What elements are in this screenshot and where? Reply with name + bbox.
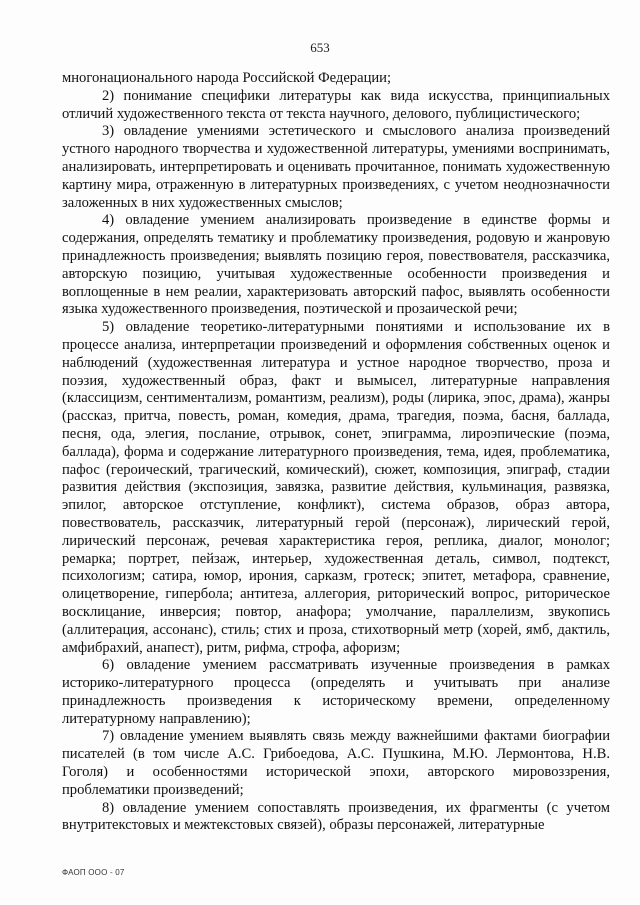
paragraph-item-8: 8) овладение умением сопоставлять произведения, их фрагменты (с учетом внутритекстовых и межтекстовых связей), образы персонажей, литературные	[62, 799, 610, 834]
paragraph-item-4: 4) овладение умением анализировать произведение в единстве формы и содержания, определять тематику и проблематику произведения, родовую и жанровую принадлежность произведения; выявлять позицию героя, повествователя, рассказчика, авторскую позицию, учитывая художественные особенности произведения и воплощенные в нем реалии, характеризовать авторский пафос, выявлять особенности языка художественного произведения, поэтической и прозаической речи;	[62, 212, 610, 318]
paragraph-continuation: многонационального народа Российской Федерации;	[62, 70, 392, 86]
paragraph-item-3: 3) овладение умениями эстетического и смыслового анализа произведений устного народного творчества и художественной литературы, умениями воспринимать, анализировать, интерпретировать и оценивать прочитанное, понимать художественную картину мира, отраженную в литературных произведениях, с учетом неоднозначности заложенных в них художественных смыслов;	[62, 123, 610, 211]
document-body	[62, 70, 610, 835]
paragraph-item-2: 2) понимание специфики литературы как вида искусства, принципиальных отличий художественного текста от текста научного, делового, публицистического;	[62, 87, 610, 122]
page-footer: ФАОП ООО - 07	[62, 868, 125, 877]
paragraph-item-7: 7) овладение умением выявлять связь между важнейшими фактами биографии писателей (в том числе А.С. Грибоедова, А.С. Пушкина, М.Ю. Лермонтова, Н.В. Гоголя) и особенностями исторической эпохи, авторского мировоззрения, проблематики произведений;	[62, 728, 610, 798]
paragraph-item-6: 6) овладение умением рассматривать изученные произведения в рамках историко-литературного процесса (определять и учитывать при анализе принадлежность произведения к историческому времени, определенному литературному направлению);	[62, 657, 610, 727]
paragraph-item-5: 5) овладение теоретико-литературными понятиями и использование их в процессе анализа, интерпретации произведений и оформления собственных оценок и наблюдений (художественная литература и устное народное творчество, проза и поэзия, художественный образ, факт и вымысел, литературные направления (классицизм, сентиментализм, романтизм, реализм), роды (лирика, эпос, драма), жанры (рассказ, притча, повесть, роман, комедия, драма, трагедия, поэма, басня, баллада, песня, ода, элегия, послание, отрывок, сонет, эпиграмма, лироэпические (поэма, баллада), форма и содержание литературного произведения, тема, идея, проблематика, пафос (героический, трагический, комический), сюжет, композиция, эпиграф, стадии развития действия (экспозиция, завязка, развитие действия, кульминация, развязка, эпилог, авторское отступление, конфликт), система образов, образ автора, повествователь, рассказчик, литературный герой (персонаж), лирический герой, лирический персонаж, речевая характеристика героя, реплика, диалог, монолог; ремарка; портрет, пейзаж, интерьер, художественная деталь, символ, подтекст, психологизм; сатира, юмор, ирония, сарказм, гротеск; эпитет, метафора, сравнение, олицетворение, гипербола; антитеза, аллегория, риторический вопрос, риторическое восклицание, инверсия; повтор, анафора; умолчание, параллелизм, звукопись (аллитерация, ассонанс), стиль; стих и проза, стихотворный метр (хорей, ямб, дактиль, амфибрахий, анапест), ритм, рифма, строфа, афоризм;	[62, 319, 610, 656]
page-number: 653	[310, 40, 330, 55]
